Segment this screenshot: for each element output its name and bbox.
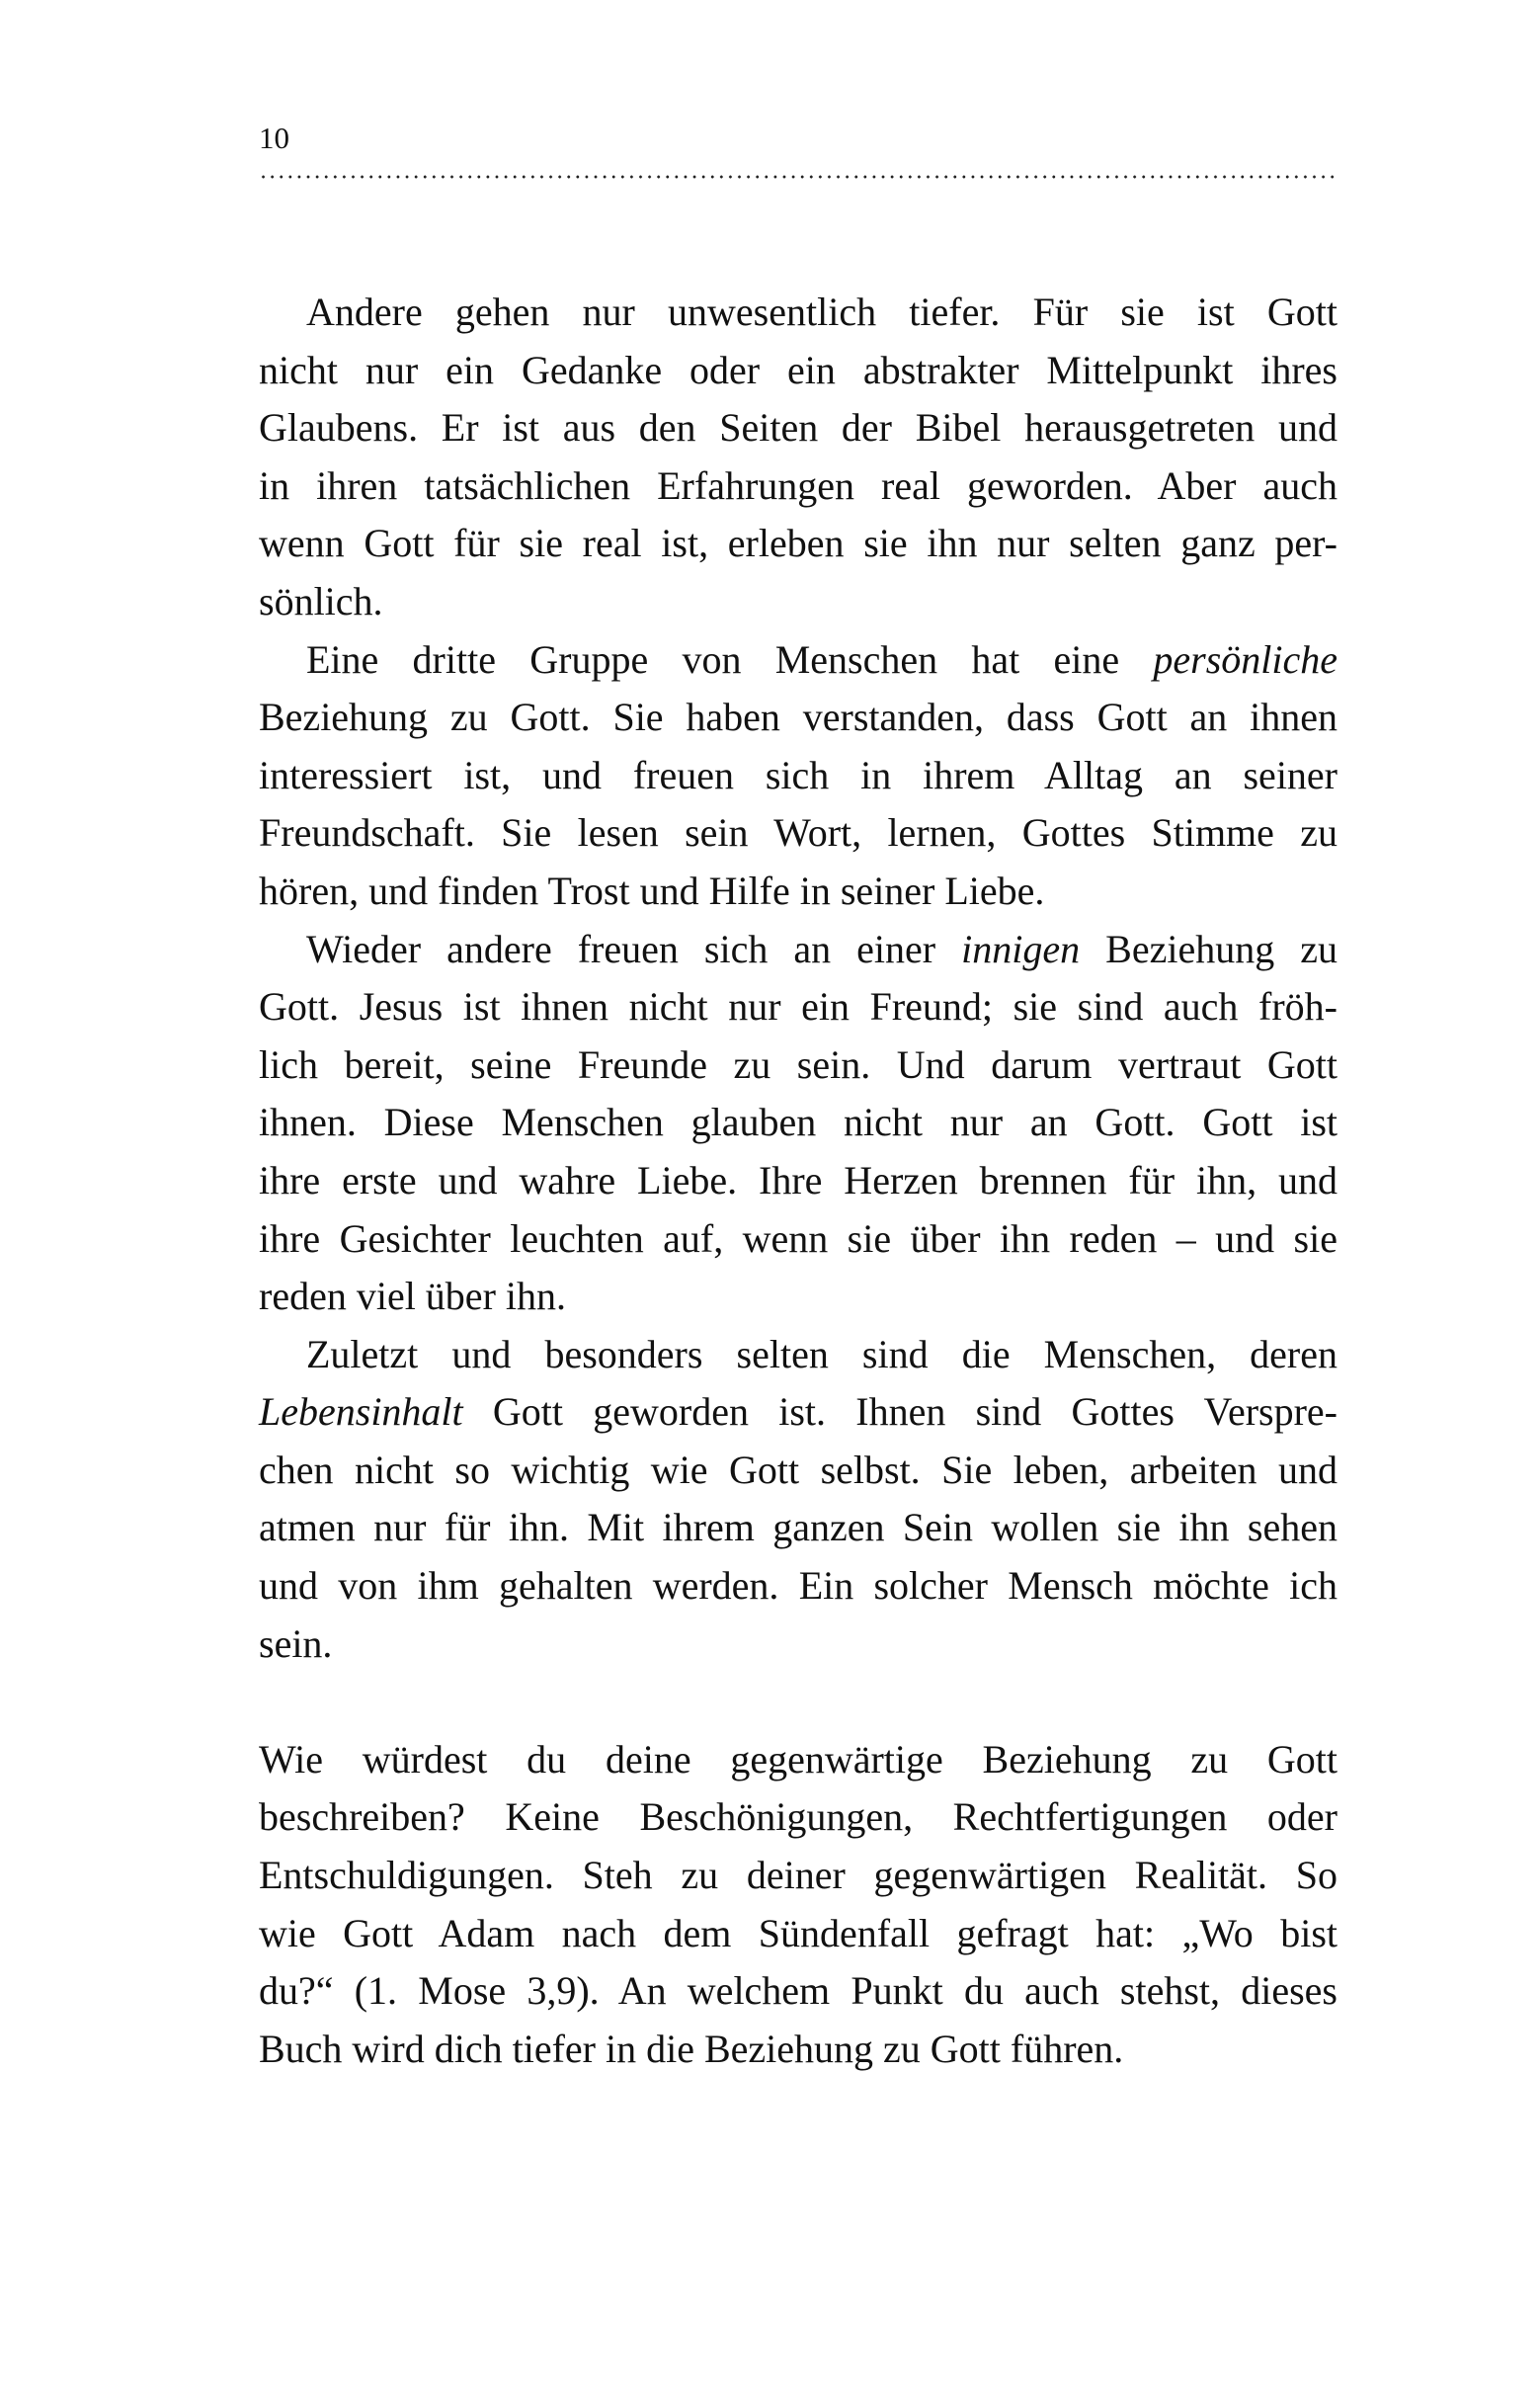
text-segment: Beziehung zu: [1080, 926, 1337, 971]
text-line: Beziehung zu Gott. Sie haben verstanden, dass Gott an ihnen: [259, 695, 1337, 740]
paragraph: [259, 284, 1337, 631]
text-line: ihre erste und wahre Liebe. Ihre Herzen brennen für ihn, und: [259, 1157, 1337, 1202]
text-line: Buch wird dich tiefer in die Beziehung zu Gott führen.: [259, 2026, 1124, 2071]
text-segment: Wieder andere freuen sich an einer: [306, 926, 962, 971]
text-line: sein.: [259, 1620, 333, 1666]
text-line: hören, und finden Trost und Hilfe in seiner Liebe.: [259, 868, 1045, 913]
text-line: atmen nur für ihn. Mit ihrem ganzen Sein wollen sie ihn sehen: [259, 1505, 1337, 1550]
italic-emphasis: Lebensinhalt: [259, 1389, 463, 1435]
text-line: Andere gehen nur unwesentlich tiefer. Für sie ist Gott: [306, 290, 1337, 334]
text-line: du?“ (1. Mose 3,9). An welchem Punkt du auch stehst, dieses: [259, 1968, 1337, 2014]
text-line: Glaubens. Er ist aus den Seiten der Bibel herausgetreten und: [259, 405, 1337, 451]
paragraph: [259, 921, 1337, 1326]
text-segment: Eine dritte Gruppe von Menschen hat eine: [306, 636, 1154, 682]
paragraph-gap: [259, 1673, 1337, 1731]
text-line: nicht nur ein Gedanke oder ein abstrakter Mittelpunkt ihres: [259, 347, 1337, 392]
paragraph: [259, 1731, 1337, 2079]
dotted-header-rule: [259, 175, 1337, 179]
text-line: in ihren tatsächlichen Erfahrungen real geworden. Aber auch: [259, 462, 1337, 508]
text-line: chen nicht so wichtig wie Gott selbst. Sie leben, arbeiten und: [259, 1447, 1337, 1492]
text-line: reden viel über ihn.: [259, 1274, 566, 1319]
italic-emphasis: innigen: [961, 926, 1081, 971]
text-line: wenn Gott für sie real ist, erleben sie ihn nur selten ganz per-: [259, 521, 1337, 566]
text-line: Gott. Jesus ist ihnen nicht nur ein Freund; sie sind auch fröh-: [259, 984, 1337, 1030]
text-segment: Gott geworden ist. Ihnen sind Gottes Verspre-: [462, 1389, 1337, 1435]
text-line: [259, 1383, 1337, 1442]
text-line: beschreiben? Keine Beschönigungen, Rechtfertigungen oder: [259, 1794, 1337, 1840]
text-line: und von ihm gehalten werden. Ein solcher Mensch möchte ich: [259, 1563, 1337, 1609]
text-line: Wie würdest du deine gegenwärtige Beziehung zu Gott: [259, 1736, 1337, 1782]
text-line: interessiert ist, und freuen sich in ihrem Alltag an seiner: [259, 752, 1337, 797]
paragraph: [259, 1326, 1337, 1674]
text-line: Zuletzt und besonders selten sind die Menschen, deren: [306, 1331, 1337, 1376]
body-text: [259, 284, 1337, 2078]
text-line: [259, 631, 1337, 690]
text-line: lich bereit, seine Freunde zu sein. Und darum vertraut Gott: [259, 1041, 1337, 1087]
text-line: Entschuldigungen. Steh zu deiner gegenwärtigen Realität. So: [259, 1853, 1337, 1898]
text-line: [259, 921, 1337, 979]
text-line: wie Gott Adam nach dem Sündenfall gefragt hat: „Wo bist: [259, 1910, 1337, 1955]
text-line: Freundschaft. Sie lesen sein Wort, lernen, Gottes Stimme zu: [259, 810, 1337, 856]
text-line: ihnen. Diese Menschen glauben nicht nur an Gott. Gott ist: [259, 1100, 1337, 1145]
page-number: 10: [259, 121, 289, 155]
paragraph: [259, 631, 1337, 921]
italic-emphasis: persönliche: [1153, 636, 1337, 682]
text-line: ihre Gesichter leuchten auf, wenn sie über ihn reden – und sie: [259, 1215, 1337, 1261]
text-line: sönlich.: [259, 578, 383, 623]
